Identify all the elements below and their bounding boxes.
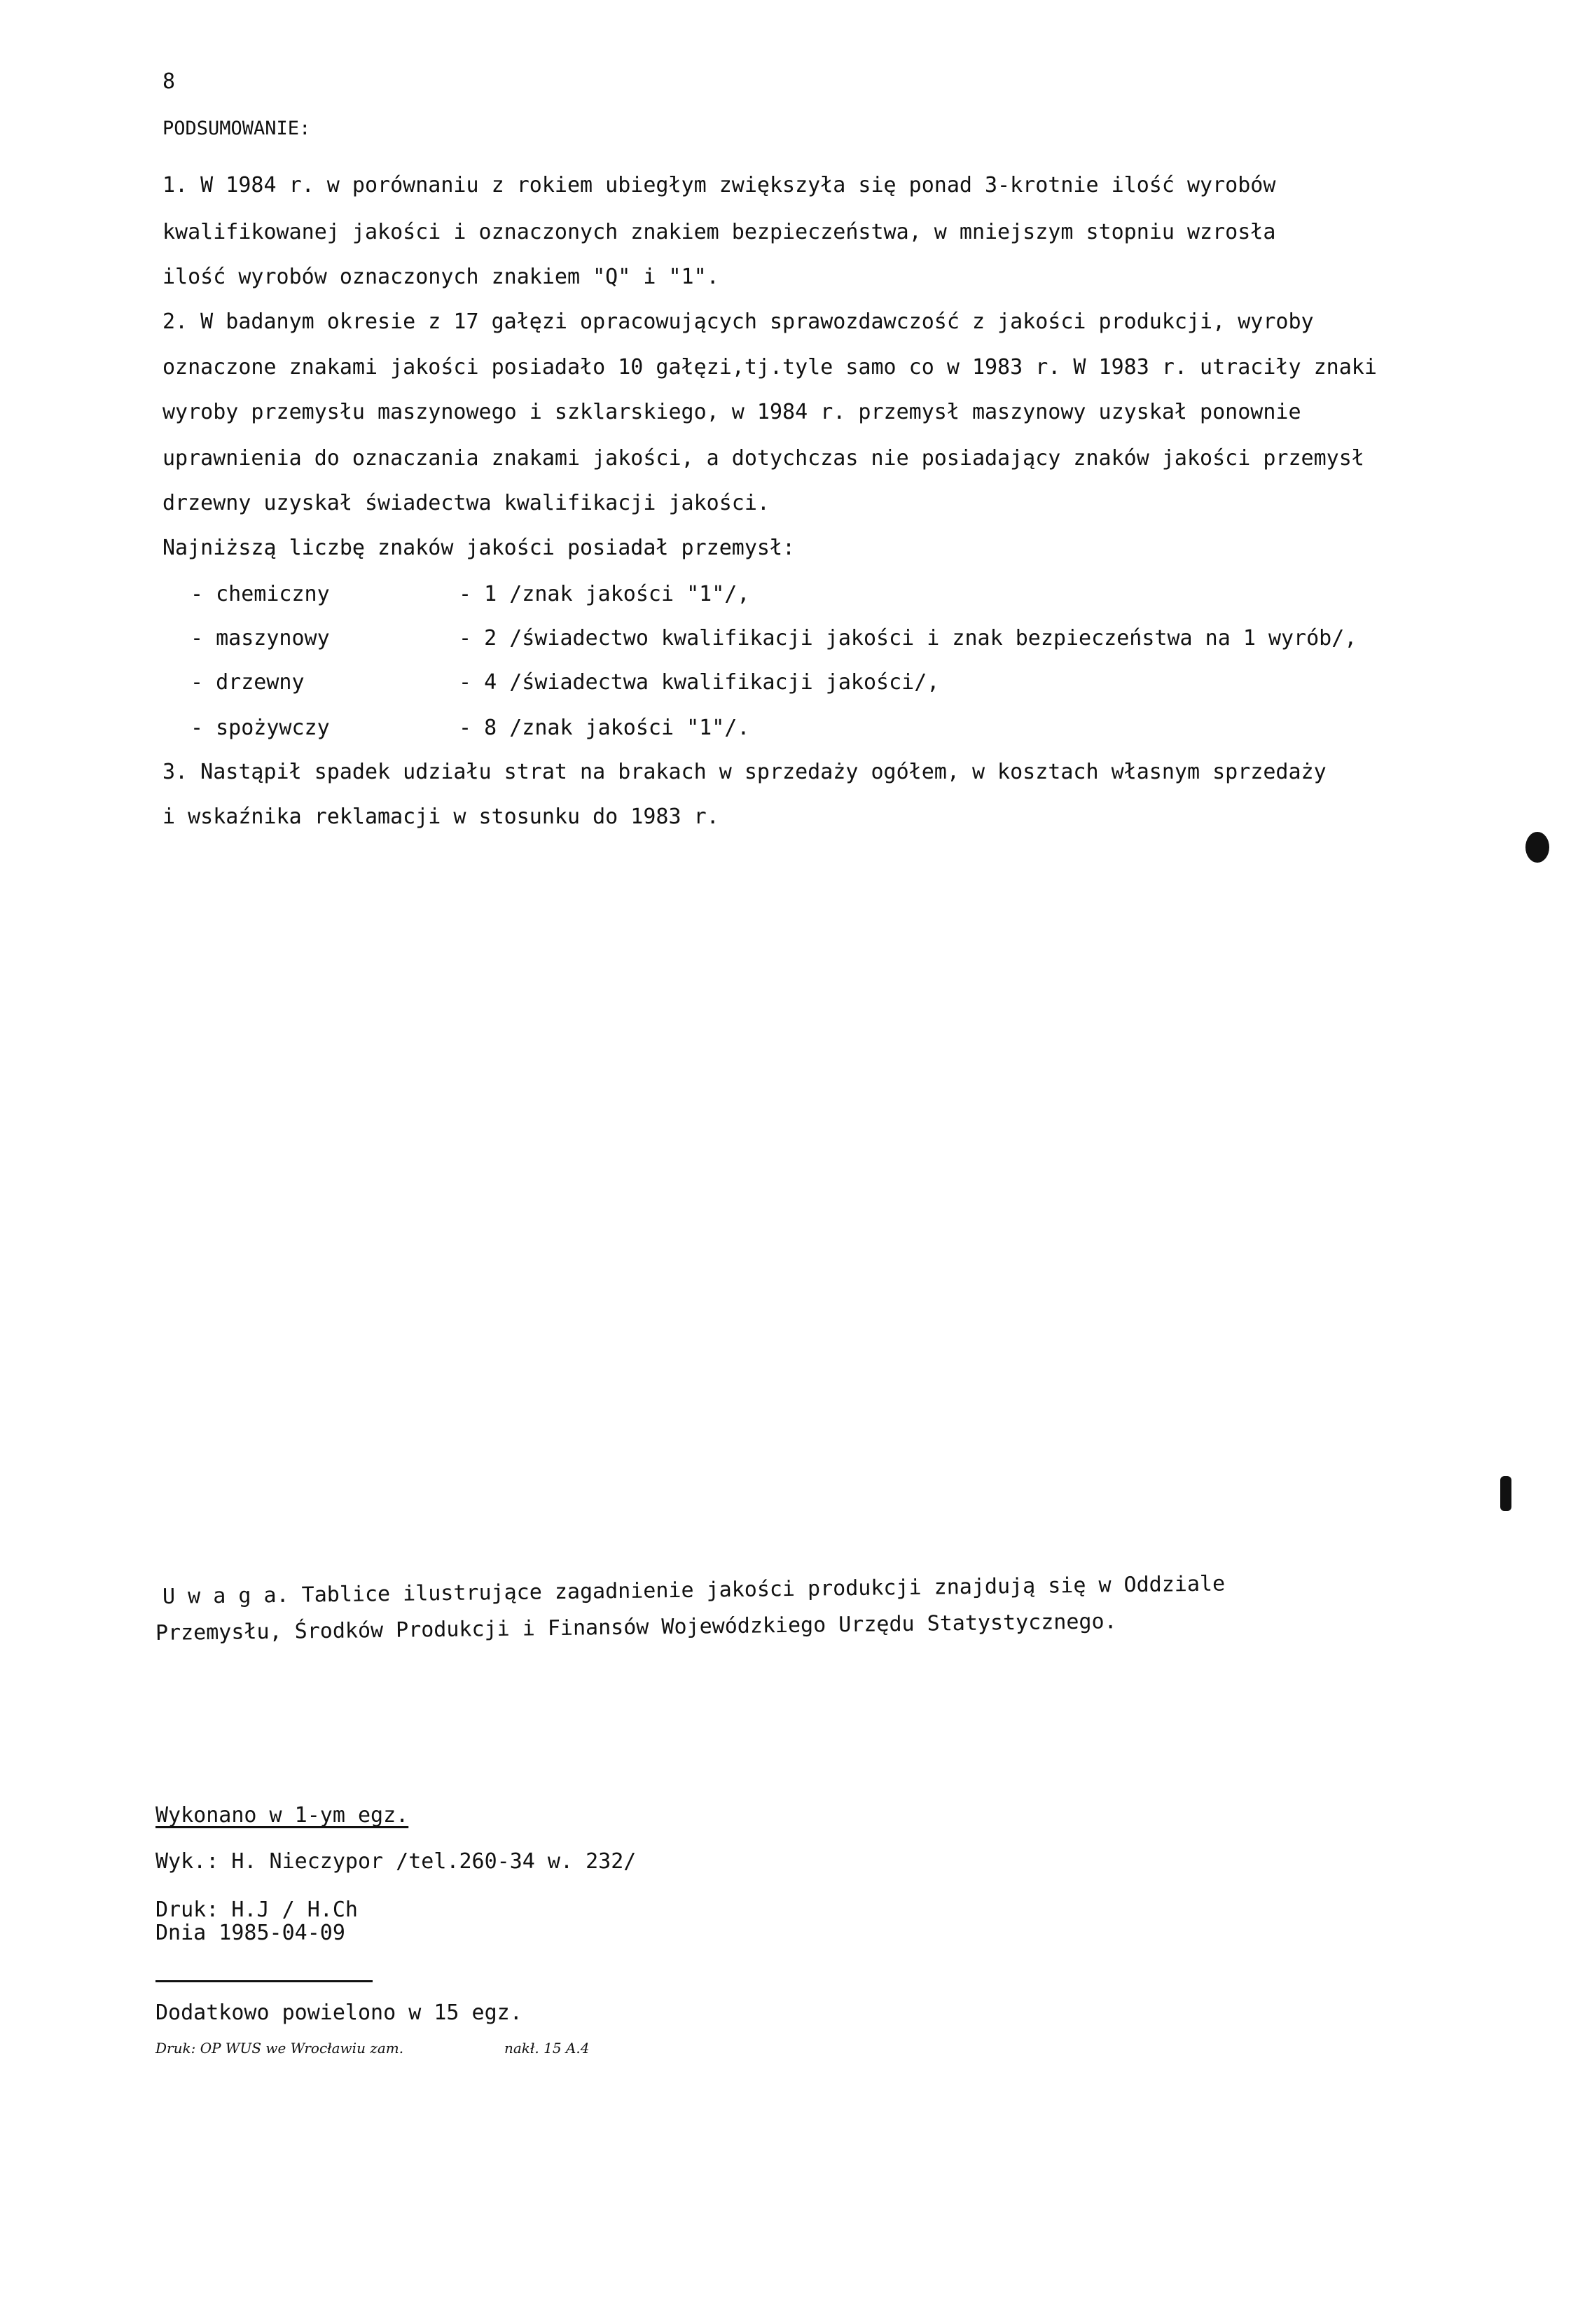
industry-name: - spożywczy xyxy=(191,716,330,740)
industry-name: - drzewny xyxy=(191,670,305,695)
industry-value: - 2 /świadectwo kwalifikacji jakości i znak bezpieczeństwa na 1 wyrób/, xyxy=(459,626,1357,650)
industry-name: - chemiczny xyxy=(191,582,330,606)
note-line1: U w a g a. Tablice ilustrujące zagadnienie jakości produkcji znajdują się w Oddziale xyxy=(162,1571,1226,1609)
footer-date: Dnia 1985-04-09 xyxy=(155,1921,345,1945)
industry-value: - 4 /świadectwa kwalifikacji jakości/, xyxy=(459,670,940,695)
industry-value: - 1 /znak jakości "1"/, xyxy=(459,582,750,606)
footer-divider xyxy=(155,1980,373,1982)
lowest-intro: Najniższą liczbę znaków jakości posiadał przemysł: xyxy=(162,536,796,560)
point1-line2: kwalifikowanej jakości i oznaczonych znakiem bezpieczeństwa, w mniejszym stopniu wzrosła xyxy=(162,220,1276,244)
point2-line1: 2. W badanym okresie z 17 gałęzi opracowujących sprawozdawczość z jakości produkcji, wyroby xyxy=(162,309,1314,334)
point2-line5: drzewny uzyskał świadectwa kwalifikacji jakości. xyxy=(162,491,770,515)
summary-heading: PODSUMOWANIE: xyxy=(162,118,311,139)
scan-mark xyxy=(1525,832,1549,863)
point3-line2: i wskaźnika reklamacji w stosunku do 1983 r. xyxy=(162,805,719,829)
point2-line2: oznaczone znakami jakości posiadało 10 gałęzi,tj.tyle samo co w 1983 r. W 1983 r. utraciły znaki xyxy=(162,355,1377,380)
industry-name: - maszynowy xyxy=(191,626,330,650)
footer-author: Wyk.: H. Nieczypor /tel.260-34 w. 232/ xyxy=(155,1849,637,1874)
point1-line1: 1. W 1984 r. w porównaniu z rokiem ubiegłym zwiększyła się ponad 3-krotnie ilość wyrobów xyxy=(162,173,1276,197)
footer-order: nakł. 15 A.4 xyxy=(504,2040,590,2057)
industry-value: - 8 /znak jakości "1"/. xyxy=(459,716,750,740)
note-line2: Przemysłu, Środków Produkcji i Finansów Wojewódzkiego Urzędu Statystycznego. xyxy=(155,1609,1117,1645)
scan-mark xyxy=(1500,1476,1511,1511)
point2-line4: uprawnienia do oznaczania znakami jakości, a dotychczas nie posiadający znaków jakości przemysł xyxy=(162,446,1364,471)
footer-made: Wykonano w 1-ym egz. xyxy=(155,1803,409,1828)
page-number: 8 xyxy=(162,69,176,94)
point3-line1: 3. Nastąpił spadek udziału strat na brakach w sprzedaży ogółem, w kosztach własnym sprzedaży xyxy=(162,760,1327,784)
footer-printer: Druk: OP WUS we Wrocławiu zam. xyxy=(155,2040,404,2057)
footer-print: Druk: H.J / H.Ch xyxy=(155,1898,358,1922)
point1-line3: ilość wyrobów oznaczonych znakiem "Q" i "1". xyxy=(162,265,719,289)
footer-extra: Dodatkowo powielono w 15 egz. xyxy=(155,2001,522,2025)
point2-line3: wyroby przemysłu maszynowego i szklarskiego, w 1984 r. przemysł maszynowy uzyskał ponownie xyxy=(162,400,1301,424)
